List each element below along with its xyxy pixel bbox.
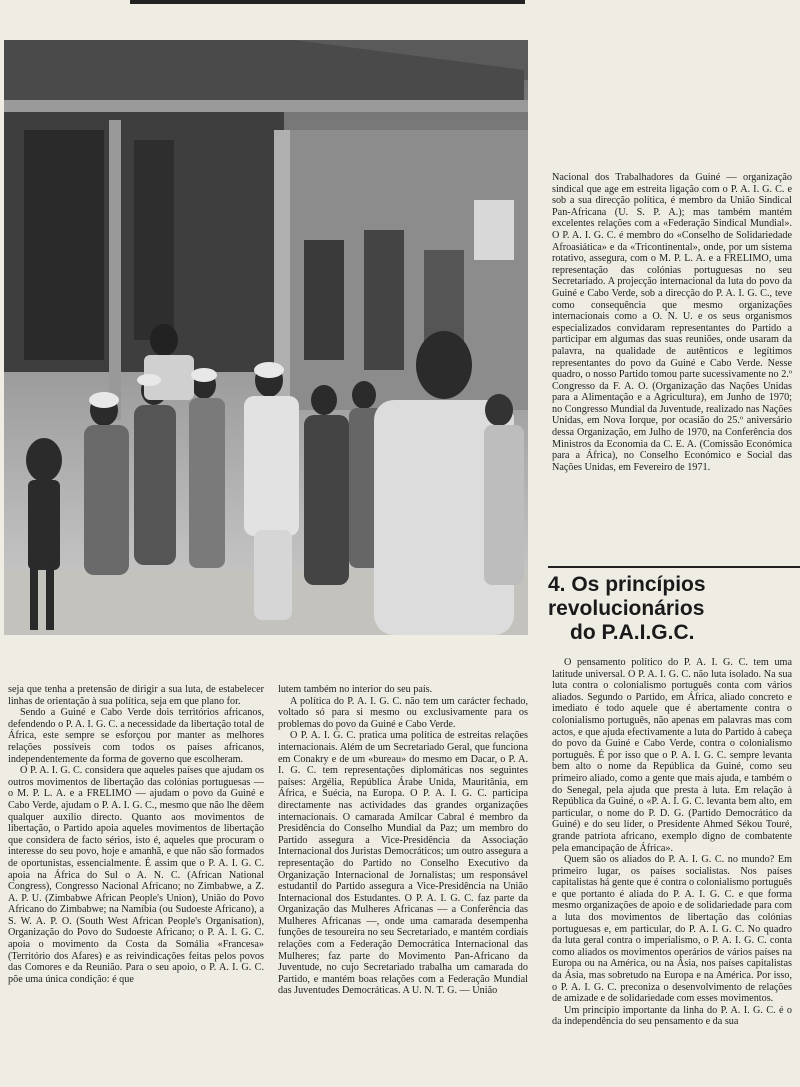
section-heading-line2: do P.A.I.G.C.	[570, 621, 695, 644]
section-divider	[548, 566, 800, 568]
paragraph: seja que tenha a pretensão de dirigir a sua luta, de estabelecer linhas de orientação à sua política, seja em que plano for.	[8, 684, 264, 707]
section-heading-line1: 4. Os princípios revolucionários	[548, 573, 706, 620]
column-middle	[278, 684, 528, 997]
paragraph: Nacional dos Trabalhadores da Guiné — organização sindical que age em estreita ligação com o P. A. I. G. C. e sob a sua direcção política, é membro da União Sindical Pan-Africana (U. S. P. A.); mas também mantém excelentes relações com a «Federação Sindical Mundial». O P. A. I. G. C. é membro do «Conselho de Solidariedade Afroasiática» e da «Tricontinental», onde, por um sistema rotativo, assegura, com o M. P. L. A. e a FRELIMO, uma representação das colónias portuguesas no seu Secretariado. A projecção internacional da luta do povo da Guiné e Cabo Verde, sob a direcção do P. A. I. G. C., teve como consequência que mesmo organizações internacionais como a O. N. U. e os seus organismos especializados convidaram representantes do Partido a participar em algumas das suas reuniões, onde usaram da palavra, na qualidade de autênticos e legítimos representantes do povo da Guiné e Cabo Verde. Nesse quadro, o nosso Partido tomou parte sucessivamente no 2.º Congresso da F. A. O. (Organização das Nações Unidas para a Alimentação e a Agricultura), em Junho de 1970; no Congresso Mundial da Juventude, realizado nas Nações Unidas, em Nova Iorque, por ocasião do 25.º aniversário dessa Organização, em Julho de 1970, na Conferência dos Ministros da Economia da C. E. A. (Comissão Económica para a África), no Conselho Económico e Social das Nações Unidas, em Fevereiro de 1971.	[552, 172, 792, 473]
paragraph: A política do P. A. I. G. C. não tem um carácter fechado, voltado só para si mesmo ou exclusivamente para os problemas do povo da Guiné e Cabo Verde.	[278, 695, 528, 730]
column-right-bottom	[552, 657, 792, 1028]
column-left	[8, 684, 264, 985]
paragraph: O P. A. I. G. C. pratica uma política de estreitas relações internacionais. Além de um Secretariado Geral, que funciona em Conakry e de um «bureau» do mesmo em Dacar, o P. A. I. G. C. tem representações diplomáticas nos seguintes países: Argélia, República Árabe Unida, Mauritânia, em África, e Suécia, na Europa. O P. A. I. G. C. participa directamente nas actividades das grandes organizações internacionais. O camarada Amílcar Cabral é membro da Presidência do Conselho Mundial da Paz; um membro do Partido assegura a Vice-Presidência da Associação Internacional dos Juristas Democráticos; um outro assegura a representação do Partido no Conselho Executivo da Organização Internacional de Jornalistas; um responsável estudantil do Partido assegura a Vice-Presidência na União Internacional dos Estudantes. O P. A. I. G. C. faz parte da Organização das Mulheres Africanas — a Conferência das Mulheres Africanas —, onde uma camarada desempenha funções de tesoureira no seu Secretariado, e mantém cordiais relações com a Federação Democrática Internacional das Mulheres; faz parte do Movimento Pan-Africano da Juventude, no cujo Secretariado trabalha um camarada do Partido, e mantém boas relações com a Federação Mundial das Juventudes Democráticas. A U. N. T. G. — União	[278, 730, 528, 997]
column-right-top	[552, 172, 792, 473]
paragraph: Quem são os aliados do P. A. I. G. C. no mundo? Em primeiro lugar, os países socialistas. Nos países capitalistas há gente que é contra o colonialismo português e que portanto é aliada do P. A. I. G. C. e que forma mesmo organizações de apoio e de solidariedade para com a luta dos movimentos de libertação das colónias portuguesas e, em particular, do P. A. I. G. C. No quadro da luta geral contra o imperialismo, o P. A. I. G. C. conta como aliados os movimentos operários de vários países na Europa ou na América, ou na Ásia, nos países capitalistas da Ásia, mas sobretudo na Europa e na América. Por isso, o P. A. I. G. C. preconiza o desenvolvimento de relações de amizade e de solidariedade com esses movimentos.	[552, 854, 792, 1005]
paragraph: lutem também no interior do seu país.	[278, 684, 433, 695]
paragraph: O P. A. I. G. C. considera que aqueles países que ajudam os outros movimentos de libertação das colónias portuguesas — o M. P. L. A. e a FRELIMO — ajudam o povo da Guiné e Cabo Verde, ajudam o P. A. I. G. C., mesmo que não lhe dêem qualquer auxílio directo. Quanto aos movimentos de libertação, o Partido apoia aqueles movimentos de libertação que considera de facto sérios, isto é, aqueles que procuram o interesse do seu povo, hoje e amanhã, e que não são formados de oportunistas, essencialmente. É assim que o P. A. I. G. C. apoia na África do Sul o A. N. C. (African National Congress), Congresso Nacional Africano; no Zimbabwe, a Z. A. P. U. (Zimbabwe African People's Union), União do Povo Africano do Zimbabwe; na Namíbia (ou Sudoeste Africano), a S. W. A. P. O. (South West African People's Organisation), Organização do Povo do Sudoeste Africano; o P. A. I. G. C. apoia o movimento da Costa da Somália «Francesa» (Território dos Afares) e as reivindicações feitas pelos povos das Comores e da Reunião. Para o seu apoio, o P. A. I. G. C. põe uma única condição: é que	[8, 765, 264, 985]
top-rule	[130, 0, 525, 4]
section-heading	[548, 573, 798, 645]
paragraph: Um princípio importante da linha do P. A. I. G. C. é o da independência do seu pensamento e da sua	[552, 1004, 792, 1028]
paragraph: O pensamento político do P. A. I. G. C. tem uma latitude universal. O P. A. I. G. C. não luta isolado. Na sua luta contra o colonialismo português conta com vários aliados. Segundo o Partido, em África, aliado concreto e imediato é todo aquele que é abertamente contra o colonialismo português, não apenas em palavras mas com actos, e que ajuda efectivamente a luta do Partido à cabeça do povo da Guiné e Cabo Verde, contra o colonialismo português. É por isso que o P. A. I. G. C. sempre levanta bem alto o nome da República da Guiné, como seu primeiro aliado, como a gente que mais ajuda, e também o do Senegal, pela ajuda que presta à luta. Em relação à República da Guiné, o «P. A. I. G. C. levanta bem alto, em particular, o nome do P. D. G. (Partido Democrático da Guiné) e do seu líder, o Presidente Ahmed Sékou Touré, grande patriota africano, exemplo digno de combatente pela emancipação de África».	[552, 657, 792, 854]
paragraph: Sendo a Guiné e Cabo Verde dois territórios africanos, defendendo o P. A. I. G. C. a necessidade da libertação total de África, este sempre se esforçou por manter as melhores relações possíveis com todos os países africanos, independentemente da forma de governo que escolheram.	[8, 707, 264, 765]
street-crowd-photo	[4, 40, 528, 635]
